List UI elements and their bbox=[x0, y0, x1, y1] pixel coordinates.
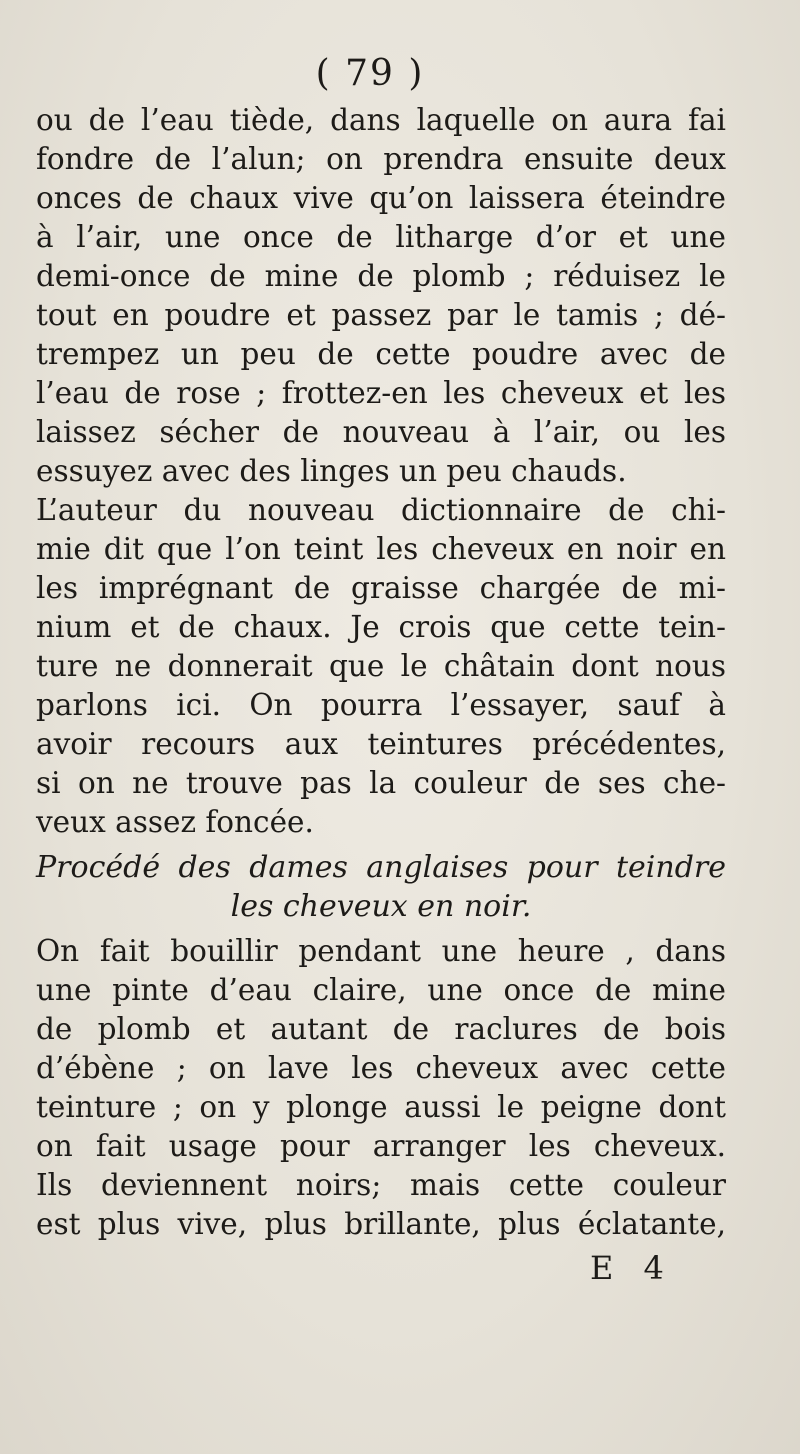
text-line: tout en poudre et passez par le tamis ; dé- bbox=[36, 298, 726, 332]
paragraph-1 bbox=[36, 101, 726, 491]
page-text bbox=[36, 101, 726, 1244]
text-line: d’ébène ; on lave les cheveux avec cette bbox=[36, 1051, 726, 1085]
text-line: essuyez avec des linges un peu chauds. bbox=[36, 454, 627, 488]
heading-line: les cheveux en noir. bbox=[230, 889, 532, 924]
text-line: si on ne trouve pas la couleur de ses che- bbox=[36, 766, 726, 800]
text-line: mie dit que l’on teint les cheveux en noir en bbox=[36, 532, 726, 566]
text-line: L’auteur du nouveau dictionnaire de chi- bbox=[36, 493, 726, 527]
text-line: est plus vive, plus brillante, plus éclatante, bbox=[36, 1207, 726, 1241]
text-line: avoir recours aux teintures précédentes, bbox=[36, 727, 726, 761]
heading-line: Procédé des dames anglaises pour teindre bbox=[36, 850, 726, 885]
text-line: veux assez foncée. bbox=[36, 805, 314, 839]
paragraph-3 bbox=[36, 932, 726, 1244]
section-heading bbox=[36, 848, 726, 926]
text-line: demi-once de mine de plomb ; réduisez le bbox=[36, 259, 726, 293]
text-line: laissez sécher de nouveau à l’air, ou les bbox=[36, 415, 726, 449]
text-line: à l’air, une once de litharge d’or et une bbox=[36, 220, 726, 254]
text-line: l’eau de rose ; frottez-en les cheveux et les bbox=[36, 376, 726, 410]
text-line: trempez un peu de cette poudre avec de bbox=[36, 337, 726, 371]
page-number: ( 79 ) bbox=[315, 53, 425, 94]
signature-mark: E 4 bbox=[590, 1249, 674, 1287]
text-line: une pinte d’eau claire, une once de mine bbox=[36, 973, 726, 1007]
text-line: ture ne donnerait que le châtain dont nous bbox=[36, 649, 726, 683]
text-line: ou de l’eau tiède, dans laquelle on aura fai bbox=[36, 103, 726, 137]
text-line: On fait bouillir pendant une heure , dans bbox=[36, 934, 726, 968]
text-line: on fait usage pour arranger les cheveux. bbox=[36, 1129, 726, 1163]
text-line: teinture ; on y plonge aussi le peigne dont bbox=[36, 1090, 726, 1124]
text-line: parlons ici. On pourra l’essayer, sauf à bbox=[36, 688, 726, 722]
text-line: fondre de l’alun; on prendra ensuite deux bbox=[36, 142, 726, 176]
text-line: de plomb et autant de raclures de bois bbox=[36, 1012, 726, 1046]
text-line: nium et de chaux. Je crois que cette tein- bbox=[36, 610, 726, 644]
text-line: Ils deviennent noirs; mais cette couleur bbox=[36, 1168, 726, 1202]
text-line: les imprégnant de graisse chargée de mi- bbox=[36, 571, 726, 605]
paragraph-2 bbox=[36, 491, 726, 842]
text-line: onces de chaux vive qu’on laissera éteindre bbox=[36, 181, 726, 215]
